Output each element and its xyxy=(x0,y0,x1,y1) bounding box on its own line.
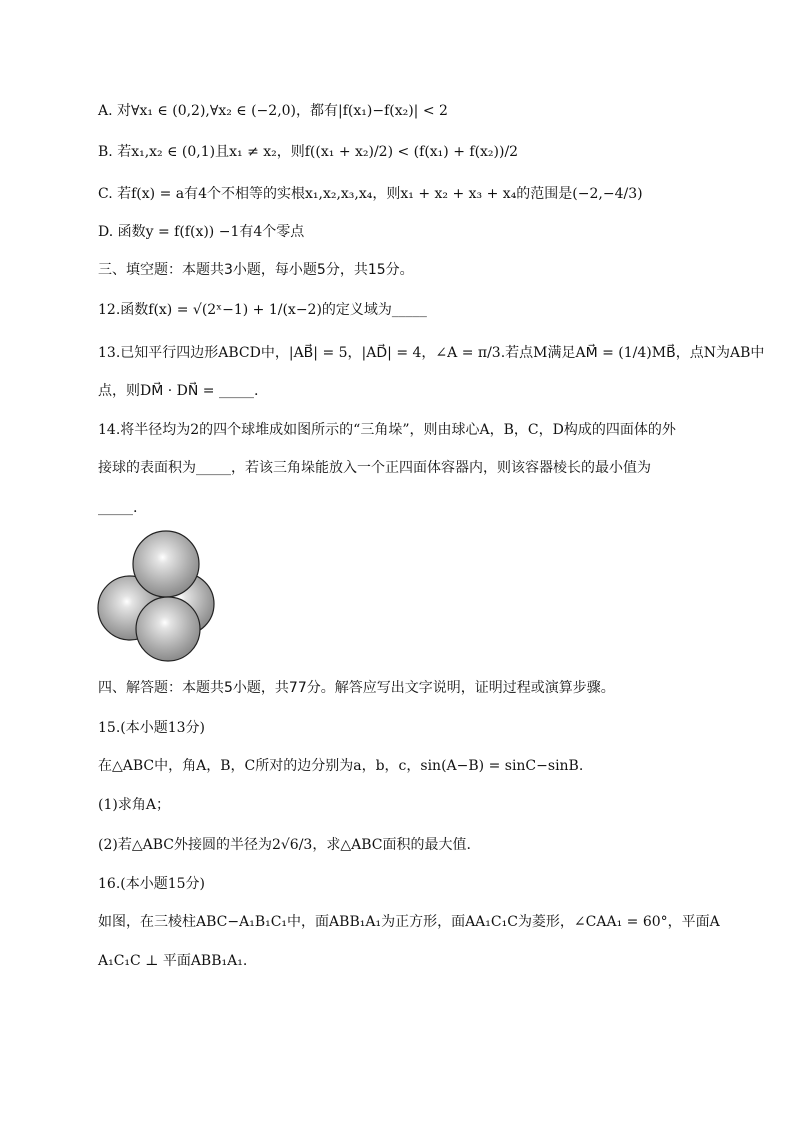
problem-16-header: 16.(本小题15分) xyxy=(98,876,206,892)
problem-15-header: 15.(本小题13分) xyxy=(98,720,206,736)
problem-14-line3: _____. xyxy=(98,500,138,516)
problem-15-part2: (2)若△ABC外接圆的半径为2√6/3，求△ABC面积的最大值. xyxy=(98,837,471,853)
problem-13-line2: 点，则DM⃗ · DN⃗ = _____. xyxy=(98,383,259,399)
section-solution-heading: 四、解答题：本题共5小题，共77分。解答应写出文字说明，证明过程或演算步骤。 xyxy=(98,680,615,696)
ball-front xyxy=(136,597,200,661)
problem-16-statement-line1: 如图，在三棱柱ABC−A₁B₁C₁中，面ABB₁A₁为正方形，面AA₁C₁C为菱形，∠CAA₁ = 60°，平面A xyxy=(98,914,720,930)
problem-13-line1: 13.已知平行四边形ABCD中，|AB⃗| = 5，|AD⃗| = 4，∠A = π/3.若点M满足AM⃗ = (1/4)MB⃗，点N为AB中 xyxy=(98,345,765,361)
triangular-ball-stack-figure xyxy=(95,528,220,663)
problem-16-statement-line2: A₁C₁C ⊥ 平面ABB₁A₁. xyxy=(98,953,248,969)
problem-14-line2: 接球的表面积为_____，若该三角垛能放入一个正四面体容器内，则该容器棱长的最小值为 xyxy=(98,460,651,476)
ball-top xyxy=(133,531,199,597)
problem-15-part1: (1)求角A； xyxy=(98,797,170,813)
option-a: A. 对∀x₁ ∈ (0,2),∀x₂ ∈ (−2,0)，都有|f(x₁)−f(x₂)| < 2 xyxy=(98,103,448,119)
problem-14-line1: 14.将半径均为2的四个球堆成如图所示的“三角垛”，则由球心A，B，C，D构成的四面体的外 xyxy=(98,422,676,438)
option-c: C. 若f(x) = a有4个不相等的实根x₁,x₂,x₃,x₄，则x₁ + x₂ + x₃ + x₄的范围是(−2,−4/3) xyxy=(98,186,643,202)
option-d: D. 函数y = f(f(x)) −1有4个零点 xyxy=(98,224,305,240)
section-fill-blank-heading: 三、填空题：本题共3小题，每小题5分，共15分。 xyxy=(98,262,414,278)
problem-15-statement: 在△ABC中，角A，B，C所对的边分别为a，b，c，sin(A−B) = sinC−sinB. xyxy=(98,758,584,774)
option-b: B. 若x₁,x₂ ∈ (0,1)且x₁ ≠ x₂，则f((x₁ + x₂)/2) < (f(x₁) + f(x₂))/2 xyxy=(98,144,519,160)
problem-12: 12.函数f(x) = √(2ˣ−1) + 1/(x−2)的定义域为_____ xyxy=(98,302,427,318)
